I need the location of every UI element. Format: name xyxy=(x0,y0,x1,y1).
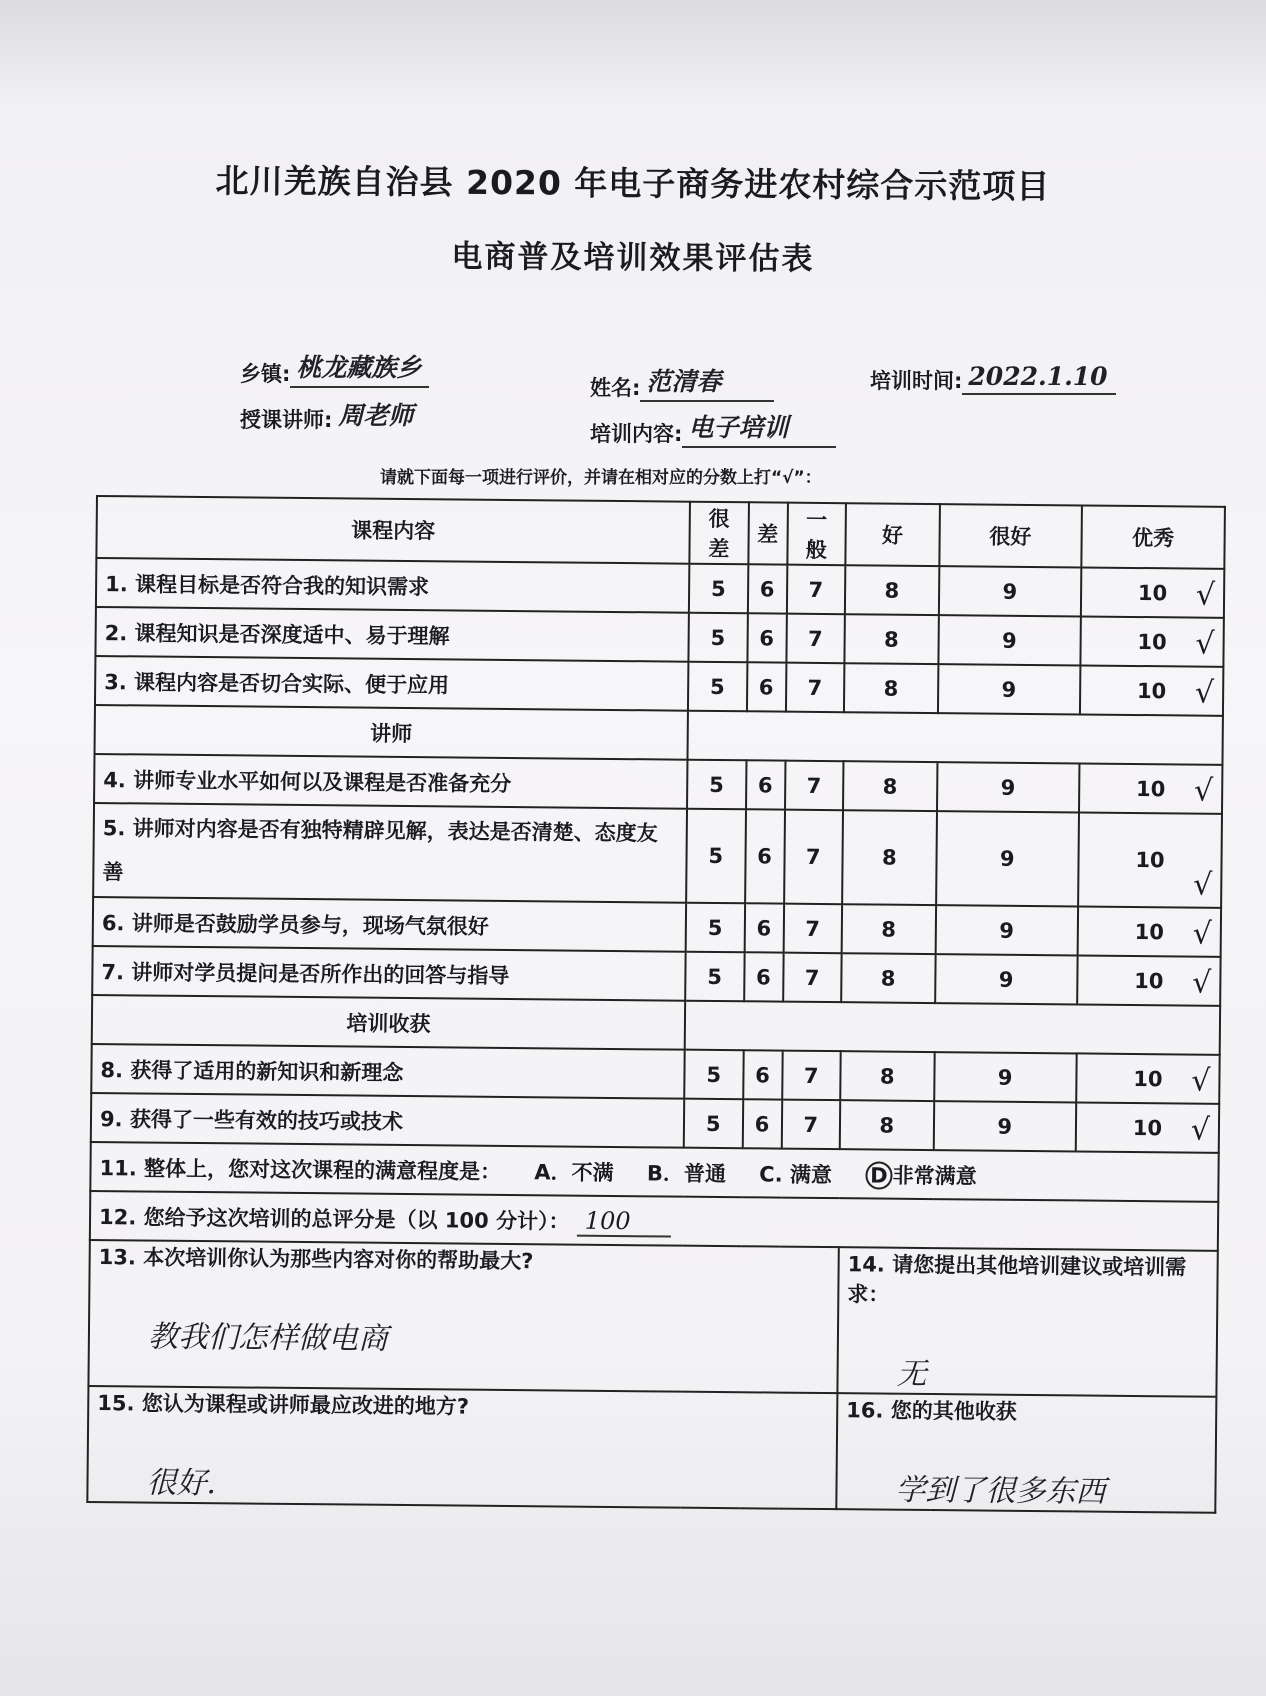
option-d-letter: D xyxy=(865,1161,893,1189)
score-6[interactable]: 6 xyxy=(742,1099,781,1148)
question-8: 8. 获得了适用的新知识和新理念 xyxy=(91,1044,684,1099)
score-9[interactable]: 9 xyxy=(938,615,1081,665)
score-10: 10 xyxy=(1135,847,1165,873)
question-16-answer: 学到了很多东西 xyxy=(895,1472,1106,1510)
question-9: 9. 获得了一些有效的技巧或技术 xyxy=(91,1093,684,1148)
score-8[interactable]: 8 xyxy=(840,1100,934,1150)
option-a[interactable]: A．不满 xyxy=(534,1159,614,1185)
date-value: 2022.1.10 xyxy=(962,362,1115,395)
name-label: 姓名: xyxy=(590,376,641,400)
question-3: 3. 课程内容是否切合实际、便于应用 xyxy=(95,656,688,711)
header-very-good: 很好 xyxy=(939,504,1082,567)
score-7[interactable]: 7 xyxy=(785,663,844,713)
check-mark-icon: √ xyxy=(1193,773,1214,809)
score-8[interactable]: 8 xyxy=(844,614,938,664)
question-5: 5. 讲师对内容是否有独特精辟见解，表达是否清楚、态度友善 xyxy=(93,803,687,903)
question-6: 6. 讲师是否鼓励学员参与，现场气氛很好 xyxy=(93,897,686,952)
question-13-box[interactable] xyxy=(88,1240,838,1393)
town-label: 乡镇: xyxy=(240,362,291,386)
score-5[interactable]: 5 xyxy=(687,760,746,810)
score-10: 10 xyxy=(1134,968,1164,993)
score-8[interactable]: 8 xyxy=(842,810,936,905)
name-field xyxy=(590,362,774,402)
score-5[interactable]: 5 xyxy=(685,952,744,1002)
table-row xyxy=(93,803,1222,908)
score-7[interactable]: 7 xyxy=(782,1051,841,1101)
check-mark-icon: √ xyxy=(1190,1112,1211,1148)
score-9[interactable]: 9 xyxy=(938,566,1081,616)
question-16-label: 16. 您的其他收获 xyxy=(846,1398,1017,1424)
check-mark-icon: √ xyxy=(1192,916,1213,952)
town-field xyxy=(240,348,429,388)
check-mark-icon: √ xyxy=(1191,1063,1211,1099)
teacher-value: 周老师 xyxy=(338,401,414,430)
score-9[interactable]: 9 xyxy=(935,905,1078,955)
score-5[interactable]: 5 xyxy=(686,809,745,904)
score-8[interactable]: 8 xyxy=(841,953,935,1003)
option-b[interactable]: B．普通 xyxy=(646,1160,727,1186)
instruction-text: 请就下面每一项进行评价，并请在相对应的分数上打“√”： xyxy=(380,468,822,488)
question-15-label: 15. 您认为课程或讲师最应改进的地方? xyxy=(97,1391,470,1419)
score-9[interactable]: 9 xyxy=(936,811,1079,906)
section-blank xyxy=(685,1001,1220,1055)
score-10: 10 xyxy=(1133,1066,1163,1091)
score-10-cell[interactable] xyxy=(1079,763,1223,813)
check-mark-icon: √ xyxy=(1195,626,1215,662)
town-value: 桃龙藏族乡 xyxy=(290,348,429,388)
score-10: 10 xyxy=(1137,580,1168,605)
date-label: 培训时间: xyxy=(870,369,963,393)
open-questions-row-2 xyxy=(87,1386,1216,1513)
score-10: 10 xyxy=(1132,1115,1163,1140)
score-10-cell[interactable] xyxy=(1080,616,1224,666)
satisfaction-label: 11. 整体上，您对这次课程的满意程度是： xyxy=(99,1155,502,1184)
score-6[interactable]: 6 xyxy=(744,903,783,952)
question-2: 2. 课程知识是否深度适中、易于理解 xyxy=(95,607,688,662)
header-excellent: 优秀 xyxy=(1081,505,1225,568)
score-5[interactable]: 5 xyxy=(689,564,748,614)
content-label: 培训内容: xyxy=(590,422,683,446)
open-questions-row-1 xyxy=(88,1240,1217,1397)
score-10-cell[interactable] xyxy=(1077,955,1221,1005)
score-7[interactable]: 7 xyxy=(785,761,844,811)
score-5[interactable]: 5 xyxy=(688,613,747,663)
question-15-answer: 很好. xyxy=(146,1465,217,1502)
header-course-content: 课程内容 xyxy=(96,496,690,564)
option-c[interactable]: C. 满意 xyxy=(759,1161,833,1187)
question-7: 7. 讲师对学员提问是否所作出的回答与指导 xyxy=(92,946,685,1001)
score-9[interactable]: 9 xyxy=(934,1052,1077,1102)
score-6[interactable]: 6 xyxy=(745,809,785,903)
evaluation-form xyxy=(96,495,1226,1510)
section-blank xyxy=(687,711,1222,765)
section-teacher: 讲师 xyxy=(95,705,688,760)
date-field xyxy=(870,362,1116,395)
header-very-poor: 很差 xyxy=(689,502,748,565)
check-mark-icon: √ xyxy=(1194,675,1215,711)
score-9[interactable]: 9 xyxy=(935,954,1078,1004)
header-average: 一般 xyxy=(787,503,846,566)
content-field xyxy=(590,408,836,448)
document-title: 北川羌族自治县 2020 年电子商务进农村综合示范项目 xyxy=(215,161,1051,206)
score-7[interactable]: 7 xyxy=(786,614,845,664)
score-10: 10 xyxy=(1137,629,1167,654)
check-mark-icon: √ xyxy=(1192,965,1212,1001)
score-8[interactable]: 8 xyxy=(843,761,937,811)
score-10-cell[interactable] xyxy=(1081,567,1225,617)
score-6[interactable]: 6 xyxy=(746,760,785,809)
question-14-answer: 无 xyxy=(896,1356,927,1393)
score-10: 10 xyxy=(1136,678,1167,703)
score-10: 10 xyxy=(1134,919,1165,944)
score-6[interactable]: 6 xyxy=(746,662,785,711)
score-7[interactable]: 7 xyxy=(783,953,842,1003)
score-9[interactable]: 9 xyxy=(933,1101,1076,1151)
score-6[interactable]: 6 xyxy=(743,1050,782,1099)
score-10-cell[interactable] xyxy=(1078,812,1222,907)
question-4: 4. 讲师专业水平如何以及课程是否准备充分 xyxy=(94,754,687,809)
score-5[interactable]: 5 xyxy=(686,903,745,953)
option-d[interactable] xyxy=(865,1163,977,1188)
score-10: 10 xyxy=(1135,776,1166,801)
score-5[interactable]: 5 xyxy=(684,1050,743,1100)
question-13-label: 13. 本次培训你认为那些内容对你的帮助最大? xyxy=(98,1245,534,1274)
score-10-cell[interactable] xyxy=(1076,1053,1220,1103)
score-5[interactable]: 5 xyxy=(684,1099,743,1149)
score-6[interactable]: 6 xyxy=(747,613,786,662)
table-header-row xyxy=(96,496,1225,569)
name-value: 范清春 xyxy=(640,362,774,402)
score-6[interactable]: 6 xyxy=(747,564,786,613)
question-14-label: 14. 请您提出其他培训建议或培训需求： xyxy=(847,1252,1187,1307)
total-score-label: 12. 您给予这次培训的总评分是（以 100 分计）： xyxy=(98,1204,570,1234)
score-10-cell[interactable] xyxy=(1076,1102,1220,1152)
teacher-label: 授课讲师: xyxy=(240,408,333,432)
section-gain: 培训收获 xyxy=(92,995,685,1050)
score-7[interactable]: 7 xyxy=(786,565,845,615)
evaluation-table xyxy=(86,495,1226,1514)
score-9[interactable]: 9 xyxy=(937,762,1080,812)
question-16-box[interactable] xyxy=(836,1393,1216,1513)
total-score-value[interactable]: 100 xyxy=(577,1206,671,1237)
check-mark-icon: √ xyxy=(1193,867,1213,903)
score-8[interactable]: 8 xyxy=(844,663,938,713)
score-8[interactable]: 8 xyxy=(845,565,939,615)
score-9[interactable]: 9 xyxy=(937,664,1080,714)
header-poor: 差 xyxy=(748,502,788,564)
score-8[interactable]: 8 xyxy=(842,904,936,954)
document-subtitle: 电商普及培训效果评估表 xyxy=(451,238,815,278)
score-10-cell[interactable] xyxy=(1080,665,1224,715)
option-d-label: 非常满意 xyxy=(892,1163,977,1188)
question-1: 1. 课程目标是否符合我的知识需求 xyxy=(96,558,689,613)
teacher-field xyxy=(240,396,446,434)
score-5[interactable]: 5 xyxy=(688,662,747,712)
score-10-cell[interactable] xyxy=(1078,906,1222,956)
question-13-answer: 教我们怎样做电商 xyxy=(147,1319,389,1357)
score-7[interactable]: 7 xyxy=(784,810,843,905)
score-6[interactable]: 6 xyxy=(744,952,783,1001)
score-8[interactable]: 8 xyxy=(840,1051,934,1101)
question-14-box[interactable] xyxy=(837,1247,1217,1397)
score-7[interactable]: 7 xyxy=(781,1100,840,1150)
header-good: 好 xyxy=(845,503,939,566)
content-value: 电子培训 xyxy=(682,408,836,448)
score-7[interactable]: 7 xyxy=(783,904,842,954)
question-15-box[interactable] xyxy=(87,1386,837,1509)
check-mark-icon: √ xyxy=(1195,577,1216,613)
